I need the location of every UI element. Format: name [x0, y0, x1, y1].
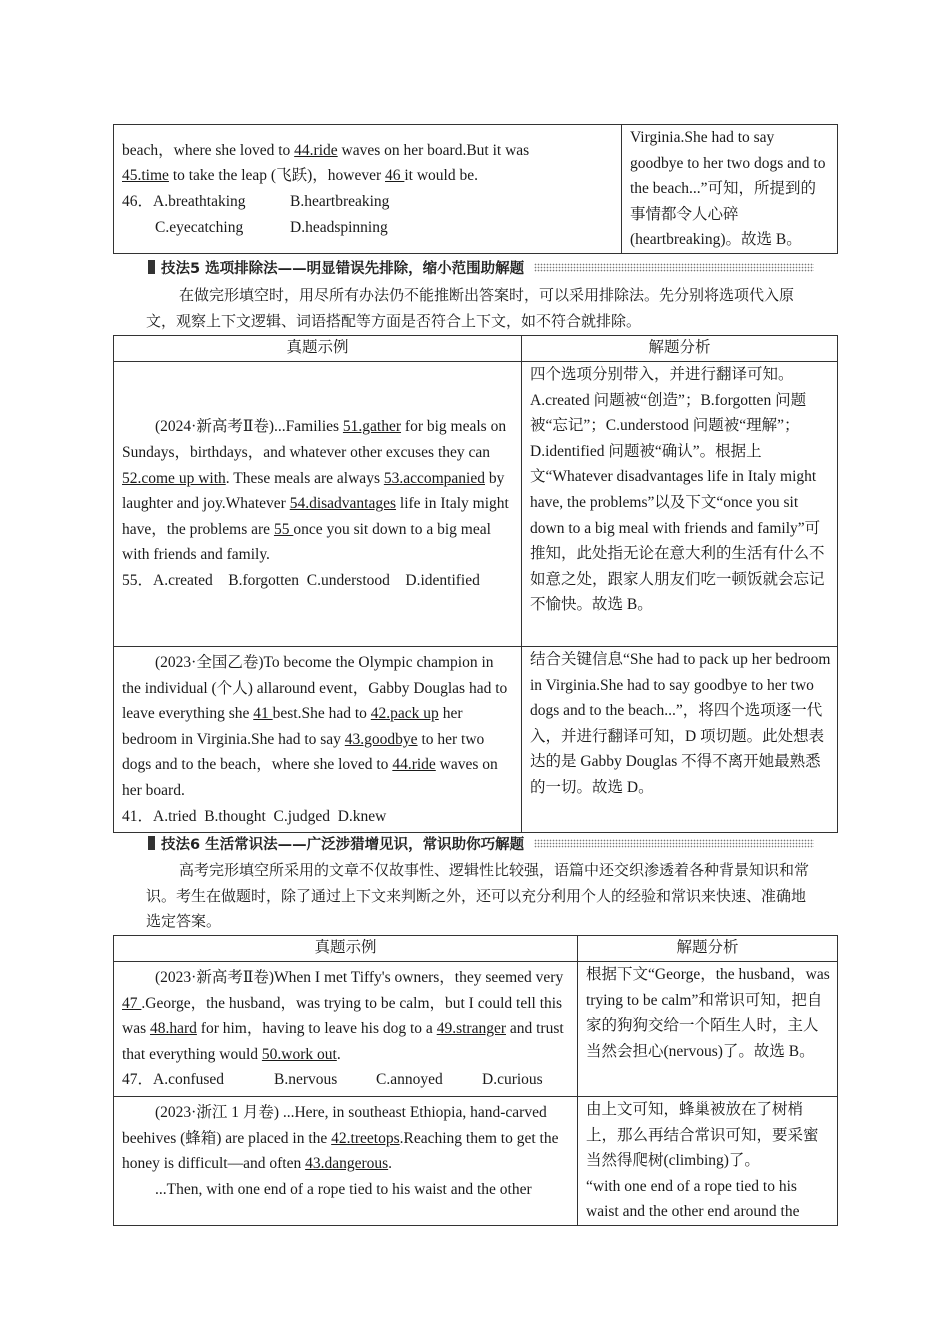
header-examples: 真题示例 — [114, 336, 522, 362]
analysis-paragraph: “with one end of a rope tied to his waist and the other end around the — [586, 1177, 800, 1221]
section6-analysis-2 — [578, 1096, 838, 1225]
section6-table — [113, 935, 838, 1226]
example-options: 47．A.confused B.nervous C.annoyed D.curious — [122, 1071, 543, 1089]
options-line: 46．A.breathtaking B.heartbreaking — [122, 193, 390, 210]
header-examples: 真题示例 — [114, 936, 578, 962]
section6-intro: 高考完形填空所采用的文章不仅故事性、逻辑性比较强，语篇中还交织渗透着各种背景知识和常识。考生在做题时，除了通过上下文来判断之外，还可以充分利用个人的经验和常识来快速、准确地选定答案。 — [146, 863, 810, 930]
section6-title: 技法6 生活常识法——广泛涉猎增见识，常识助你巧解题 — [161, 836, 525, 853]
section6-example-1 — [114, 962, 578, 1097]
options-line: C.eyecatching D.headspinning — [155, 218, 388, 236]
example-passage: ...Then, with one end of a rope tied to his waist and the other — [155, 1180, 532, 1198]
section5-example-1 — [114, 362, 522, 647]
section5-heading — [148, 256, 814, 278]
analysis-paragraph: 由上文可知，蜂巢被放在了树梢上，那么再结合常识可知，要采蜜当然得爬树(climbing)了。 — [586, 1100, 819, 1170]
section5-analysis-2: 结合关键信息“She had to pack up her bedroom in Virginia.She had to say goodbye to her two dogs and to the beach...”，将四个选项逐一代入，并进行翻译可知，D 项切题。此处想表达的是 Gabby Douglas 不得不离开她最熟悉的一切。故选 D。 — [522, 647, 838, 833]
example-options: 55．A.created B.forgotten C.understood D.identified — [122, 571, 480, 589]
section5-table — [113, 335, 838, 833]
passage-line: beach，where she loved to 44.ride waves on her board.But it was — [122, 141, 530, 159]
section5-analysis-1: 四个选项分别带入，并进行翻译可知。A.created 问题被“创造”；B.forgotten 问题被“忘记”；C.understood 问题被“理解”；D.identified 问题被“确认”。根据上文“Whatever disadvantages life in Italy might have, the problems”以及下文“once you sit down to a big meal with friends and family”可推知，此处指无论在意大利的生活有什么不如意之处，跟家人朋友们吃一顿饭就会忘记不愉快。故选 B。 — [522, 362, 838, 647]
heading-dots — [534, 263, 814, 272]
continuation-analysis-cell: Virginia.She had to say goodbye to her two dogs and to the beach...”可知，所提到的事情都令人心碎(heartbreaking)。故选 B。 — [622, 125, 838, 254]
heading-dots — [534, 839, 814, 848]
example-passage: (2023·全国乙卷)To become the Olympic champion in the individual (个人) allaround event，Gabby Douglas had to leave everything she 41 best.She had to 42.pack up her bedroom in Virginia.She had to say 43.goodbye to her two dogs and to the beach，where she loved to 44.ride waves on her board. — [122, 654, 508, 799]
heading-marker — [148, 260, 155, 274]
example-passage: (2024·新高考Ⅱ卷)...Families 51.gather for big meals on Sundays，birthdays，and whatever other excuses they can 52.come up with. These meals are always 53.accompanied by laughter and joy.Whatever 54.disadvantages life in Italy might have，the problems are 55 once you sit down to a big meal with friends and family. — [122, 418, 509, 564]
example-passage: (2023·新高考Ⅱ卷)When I met Tiffy's owners，they seemed very 47 .George，the husband，was trying to be calm，but I could tell this was 48.hard for him，having to leave his dog to a 49.stranger and trust that everything would 50.work out. — [122, 969, 564, 1063]
section6-analysis-1: 根据下文“George，the husband，was trying to be calm”和常识可知，把自家的狗狗交给一个陌生人时，主人当然会担心(nervous)了。故选 B。 — [578, 962, 838, 1097]
section5-example-2 — [114, 647, 522, 833]
section6-heading — [148, 832, 814, 854]
heading-marker — [148, 836, 155, 850]
passage-line: 45.time to take the leap (飞跃)，however 46 it would be. — [122, 167, 478, 185]
example-passage: (2023·浙江 1 月卷) ...Here, in southeast Ethiopia, hand-carved beehives (蜂箱) are placed in the 42.treetops.Reaching them to get the honey is difficult—and often 43.dangerous. — [122, 1103, 559, 1173]
section5-intro: 在做完形填空时，用尽所有办法仍不能推断出答案时，可以采用排除法。先分别将选项代入原文，观察上下文逻辑、词语搭配等方面是否符合上下文，如不符合就排除。 — [146, 288, 795, 330]
continuation-example-cell — [114, 125, 622, 254]
section5-title: 技法5 选项排除法——明显错误先排除，缩小范围助解题 — [161, 260, 525, 277]
example-options: 41．A.tried B.thought C.judged D.knew — [122, 807, 387, 825]
header-analysis: 解题分析 — [578, 936, 838, 962]
header-analysis: 解题分析 — [522, 336, 838, 362]
continuation-table — [113, 124, 838, 254]
section6-example-2 — [114, 1096, 578, 1225]
